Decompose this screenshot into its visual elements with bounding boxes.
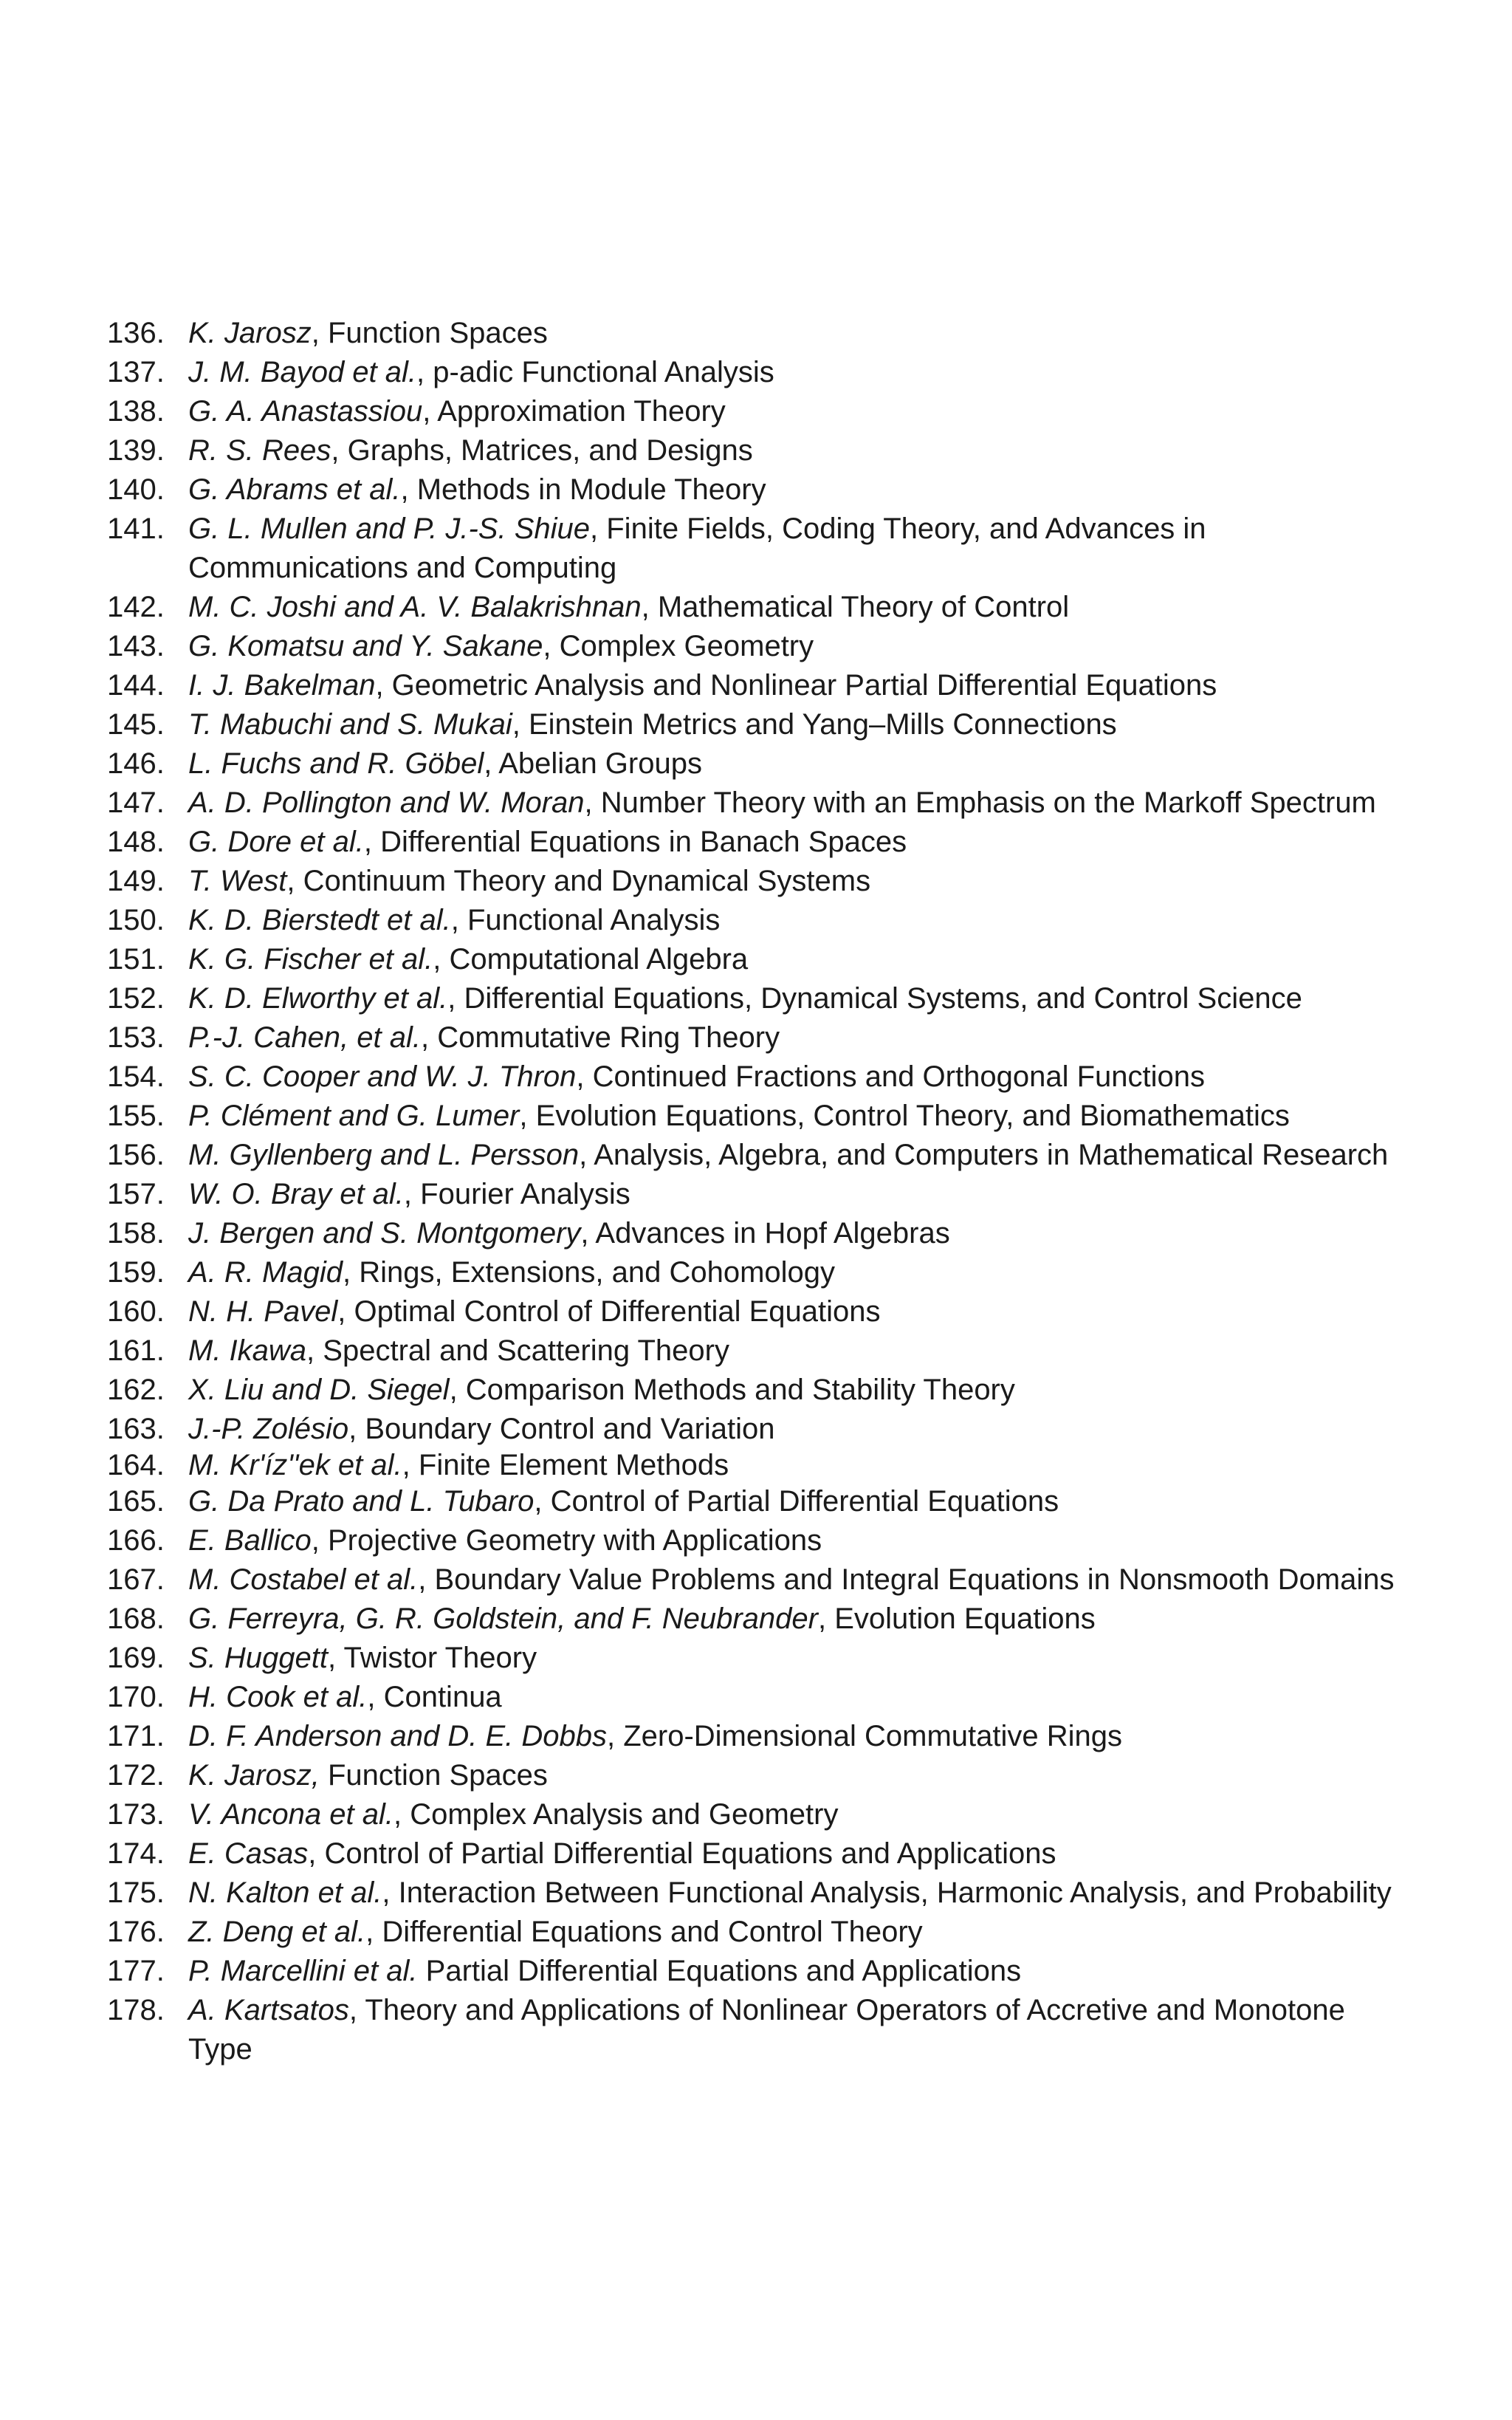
entry-authors: K. Jarosz <box>188 317 312 349</box>
entry-body <box>188 823 1414 862</box>
entry-number: 138. <box>107 395 165 428</box>
list-item <box>107 510 1436 588</box>
entry-body <box>188 1913 1414 1952</box>
entry-body <box>188 979 1414 1018</box>
entry-title: p-adic Functional Analysis <box>433 356 774 388</box>
list-item <box>107 1058 1436 1097</box>
entry-title: Differential Equations in Banach Spaces <box>380 826 907 858</box>
entry-title: Analysis, Algebra, and Computers in Mathematical Research <box>594 1139 1389 1171</box>
list-item <box>107 666 1436 705</box>
entry-authors: Z. Deng et al. <box>188 1916 366 1948</box>
entry-number: 141. <box>107 513 165 545</box>
entry-title: Advances in Hopf Algebras <box>595 1217 950 1250</box>
list-item <box>107 1834 1436 1874</box>
entry-body <box>188 744 1414 784</box>
entry-title: Graphs, Matrices, and Designs <box>347 434 753 467</box>
entry-title: Optimal Control of Differential Equations <box>354 1295 881 1328</box>
entry-body <box>188 627 1414 666</box>
entry-separator: , <box>311 1524 328 1557</box>
entry-separator: , <box>418 1563 435 1596</box>
list-item <box>107 979 1436 1018</box>
entry-number: 172. <box>107 1759 165 1792</box>
list-item <box>107 1913 1436 1952</box>
entry-separator: , <box>348 1994 365 2026</box>
entry-number: 137. <box>107 356 165 388</box>
entry-body <box>188 1756 1414 1795</box>
entry-separator: , <box>402 1449 419 1481</box>
entry-body <box>188 1600 1414 1639</box>
entry-authors: G. Komatsu and Y. Sakane <box>188 630 543 662</box>
entry-separator: , <box>342 1256 360 1289</box>
entry-authors: H. Cook et al. <box>188 1681 368 1713</box>
entry-number: 177. <box>107 1955 165 1987</box>
entry-authors: I. J. Bakelman <box>188 669 376 702</box>
entry-title: Comparison Methods and Stability Theory <box>465 1374 1015 1406</box>
list-item <box>107 1371 1436 1410</box>
entry-authors: J. Bergen and S. Montgomery <box>188 1217 581 1250</box>
entry-separator: , <box>365 1916 382 1948</box>
entry-authors: T. Mabuchi and S. Mukai <box>188 708 512 741</box>
entry-authors: E. Casas <box>188 1837 309 1870</box>
entry-separator: , <box>449 1374 466 1406</box>
list-item <box>107 470 1436 510</box>
entry-separator: , <box>367 1681 384 1713</box>
entry-authors: N. H. Pavel <box>188 1295 338 1328</box>
entry-authors: X. Liu and D. Siegel <box>188 1374 450 1406</box>
entry-authors: G. L. Mullen and P. J.-S. Shiue <box>188 513 591 545</box>
entry-number: 148. <box>107 826 165 858</box>
entry-body <box>188 470 1414 510</box>
entry-separator: , <box>580 1217 596 1250</box>
entry-authors: G. A. Anastassiou <box>188 395 423 428</box>
entry-authors: M. Gyllenberg and L. Persson <box>188 1139 580 1171</box>
entry-separator: , <box>403 1178 421 1210</box>
entry-body <box>188 1292 1414 1331</box>
entry-separator: , <box>421 1021 438 1054</box>
entry-title: Commutative Ring Theory <box>437 1021 780 1054</box>
entry-separator: , <box>400 473 417 506</box>
entry-body <box>188 1678 1414 1717</box>
entry-authors: J. M. Bayod et al. <box>188 356 417 388</box>
entry-number: 176. <box>107 1916 165 1948</box>
entry-number: 149. <box>107 865 165 897</box>
entry-authors: E. Ballico <box>188 1524 312 1557</box>
entry-authors: W. O. Bray et al. <box>188 1178 404 1210</box>
entry-separator: , <box>337 1295 354 1328</box>
entry-separator: , <box>375 669 392 702</box>
entry-number: 169. <box>107 1642 165 1674</box>
list-item <box>107 1639 1436 1678</box>
entry-separator: , <box>543 630 560 662</box>
entry-number: 151. <box>107 943 165 976</box>
entry-number: 166. <box>107 1524 165 1557</box>
list-item <box>107 901 1436 940</box>
entry-body <box>188 314 1414 353</box>
entry-separator: , <box>641 591 658 623</box>
entry-body <box>188 1097 1414 1136</box>
entry-title: Number Theory with an Emphasis on the Markoff Spectrum <box>600 786 1376 819</box>
series-list <box>107 314 1436 2069</box>
entry-authors: G. Da Prato and L. Tubaro <box>188 1485 535 1518</box>
entry-number: 136. <box>107 317 165 349</box>
entry-separator: , <box>606 1720 624 1752</box>
entry-body <box>188 510 1414 588</box>
entry-separator: , <box>416 356 433 388</box>
entry-separator: , <box>382 1876 399 1909</box>
entry-authors: A. R. Magid <box>188 1256 343 1289</box>
list-item <box>107 1018 1436 1058</box>
entry-title: Boundary Value Problems and Integral Equations in Nonsmooth Domains <box>434 1563 1395 1596</box>
entry-number: 147. <box>107 786 165 819</box>
entry-number: 156. <box>107 1139 165 1171</box>
entry-title: Projective Geometry with Applications <box>327 1524 822 1557</box>
entry-body <box>188 1175 1414 1214</box>
entry-separator: , <box>286 865 303 897</box>
entry-body <box>188 1449 1414 1482</box>
entry-body <box>188 588 1414 627</box>
entry-number: 160. <box>107 1295 165 1328</box>
entry-number: 140. <box>107 473 165 506</box>
list-item <box>107 1600 1436 1639</box>
entry-number: 157. <box>107 1178 165 1210</box>
entry-number: 163. <box>107 1413 165 1445</box>
list-item <box>107 1175 1436 1214</box>
entry-separator: , <box>348 1413 365 1445</box>
list-item <box>107 862 1436 901</box>
entry-body <box>188 901 1414 940</box>
list-item <box>107 1410 1436 1449</box>
entry-title: Complex Analysis and Geometry <box>410 1798 839 1831</box>
list-item <box>107 1253 1436 1292</box>
entry-title: Finite Element Methods <box>418 1449 729 1481</box>
entry-authors: K. G. Fischer et al. <box>188 943 433 976</box>
entry-title: Control of Partial Differential Equations and Applications <box>324 1837 1056 1870</box>
entry-number: 153. <box>107 1021 165 1054</box>
entry-number: 161. <box>107 1334 165 1367</box>
entry-title: Zero-Dimensional Commutative Rings <box>623 1720 1122 1752</box>
list-item <box>107 784 1436 823</box>
entry-authors: A. Kartsatos <box>188 1994 349 2026</box>
entry-body <box>188 940 1414 979</box>
list-item <box>107 940 1436 979</box>
entry-body <box>188 1639 1414 1678</box>
entry-title: Theory and Applications of Nonlinear Operators of Accretive and Monotone Type <box>188 1994 1345 2066</box>
entry-title: Differential Equations and Control Theory <box>382 1916 923 1948</box>
entry-separator: , <box>311 317 328 349</box>
entry-separator <box>320 1759 328 1792</box>
entry-number: 165. <box>107 1485 165 1518</box>
entry-authors: T. West <box>188 865 287 897</box>
entry-separator: , <box>393 1798 410 1831</box>
entry-body <box>188 1058 1414 1097</box>
entry-authors: M. C. Joshi and A. V. Balakrishnan <box>188 591 642 623</box>
list-item <box>107 705 1436 744</box>
list-item <box>107 1292 1436 1331</box>
entry-body <box>188 1214 1414 1253</box>
entry-body <box>188 1253 1414 1292</box>
entry-number: 152. <box>107 982 165 1015</box>
entry-number: 173. <box>107 1798 165 1831</box>
entry-number: 164. <box>107 1449 165 1481</box>
entry-title: Continuum Theory and Dynamical Systems <box>303 865 871 897</box>
entry-body <box>188 1410 1414 1449</box>
list-item <box>107 392 1436 431</box>
entry-title: Boundary Control and Variation <box>365 1413 775 1445</box>
list-item <box>107 1795 1436 1834</box>
entry-authors: P.-J. Cahen, et al. <box>188 1021 421 1054</box>
entry-separator: , <box>308 1837 325 1870</box>
entry-number: 170. <box>107 1681 165 1713</box>
entry-body <box>188 1834 1414 1874</box>
entry-body <box>188 1795 1414 1834</box>
entry-separator: , <box>817 1603 835 1635</box>
entry-separator <box>418 1955 426 1987</box>
entry-authors: M. Costabel et al. <box>188 1563 419 1596</box>
list-item <box>107 431 1436 470</box>
entry-number: 155. <box>107 1100 165 1132</box>
entry-authors: A. D. Pollington and W. Moran <box>188 786 585 819</box>
list-item <box>107 744 1436 784</box>
entry-authors: K. D. Bierstedt et al. <box>188 904 451 936</box>
entry-title: Finite Fields, Coding Theory, and Advances in Communications and Computing <box>188 513 1206 584</box>
entry-separator: , <box>433 943 450 976</box>
entry-title: Evolution Equations, Control Theory, and Biomathematics <box>535 1100 1290 1132</box>
entry-body <box>188 784 1414 823</box>
entry-separator: , <box>579 1139 594 1171</box>
entry-number: 167. <box>107 1563 165 1596</box>
entry-body <box>188 353 1414 392</box>
entry-title: Computational Algebra <box>449 943 749 976</box>
entry-body <box>188 1018 1414 1058</box>
entry-title: Partial Differential Equations and Applications <box>425 1955 1022 1987</box>
list-item <box>107 353 1436 392</box>
entry-separator: , <box>328 1642 344 1674</box>
list-item <box>107 1521 1436 1560</box>
entry-body <box>188 1371 1414 1410</box>
entry-title: Functional Analysis <box>467 904 721 936</box>
entry-body <box>188 666 1414 705</box>
list-item <box>107 1331 1436 1371</box>
entry-authors: M. Kr'íz''ek et al. <box>188 1449 402 1481</box>
list-item <box>107 1482 1436 1521</box>
entry-separator: , <box>576 1060 593 1093</box>
entry-number: 143. <box>107 630 165 662</box>
entry-title: Spectral and Scattering Theory <box>323 1334 729 1367</box>
entry-authors: G. Ferreyra, G. R. Goldstein, and F. Neubrander <box>188 1603 818 1635</box>
entry-authors: M. Ikawa <box>188 1334 307 1367</box>
entry-body <box>188 1331 1414 1371</box>
entry-title: Mathematical Theory of Control <box>657 591 1070 623</box>
entry-title: Methods in Module Theory <box>416 473 766 506</box>
entry-separator: , <box>306 1334 323 1367</box>
entry-number: 146. <box>107 747 165 780</box>
entry-number: 154. <box>107 1060 165 1093</box>
entry-separator: , <box>484 747 499 780</box>
list-item <box>107 823 1436 862</box>
entry-authors: L. Fuchs and R. Göbel <box>188 747 484 780</box>
entry-separator: , <box>584 786 601 819</box>
list-item <box>107 1874 1436 1913</box>
entry-number: 158. <box>107 1217 165 1250</box>
entry-body <box>188 1874 1414 1913</box>
entry-authors: R. S. Rees <box>188 434 331 467</box>
entry-authors: S. Huggett <box>188 1642 329 1674</box>
entry-body <box>188 862 1414 901</box>
entry-number: 168. <box>107 1603 165 1635</box>
entry-body <box>188 1991 1414 2069</box>
list-item <box>107 1991 1436 2069</box>
entry-title: Interaction Between Functional Analysis, Harmonic Analysis, and Probability <box>398 1876 1392 1909</box>
entry-separator: , <box>534 1485 551 1518</box>
entry-title: Abelian Groups <box>498 747 702 780</box>
entry-number: 144. <box>107 669 165 702</box>
list-item <box>107 1756 1436 1795</box>
entry-authors: S. C. Cooper and W. J. Thron <box>188 1060 577 1093</box>
entry-number: 162. <box>107 1374 165 1406</box>
entry-title: Function Spaces <box>327 317 548 349</box>
entry-body <box>188 1136 1414 1175</box>
entry-authors: N. Kalton et al. <box>188 1876 382 1909</box>
entry-title: Function Spaces <box>327 1759 548 1792</box>
entry-separator: , <box>450 904 467 936</box>
entry-separator: , <box>422 395 438 428</box>
list-item <box>107 1952 1436 1991</box>
list-item <box>107 627 1436 666</box>
entry-number: 175. <box>107 1876 165 1909</box>
entry-separator: , <box>590 513 607 545</box>
list-item <box>107 1717 1436 1756</box>
entry-authors: P. Marcellini et al. <box>188 1955 418 1987</box>
entry-title: Twistor Theory <box>343 1642 537 1674</box>
entry-separator: , <box>363 826 381 858</box>
entry-body <box>188 1952 1414 1991</box>
entry-body <box>188 1482 1414 1521</box>
entry-number: 174. <box>107 1837 165 1870</box>
entry-separator: , <box>512 708 529 741</box>
entry-title: Rings, Extensions, and Cohomology <box>359 1256 836 1289</box>
entry-body <box>188 1521 1414 1560</box>
entry-authors: G. Abrams et al. <box>188 473 401 506</box>
entry-authors: K. Jarosz, <box>188 1759 320 1792</box>
entry-number: 142. <box>107 591 165 623</box>
entry-number: 159. <box>107 1256 165 1289</box>
entry-title: Differential Equations, Dynamical Systems, and Control Science <box>464 982 1302 1015</box>
entry-title: Einstein Metrics and Yang–Mills Connections <box>528 708 1117 741</box>
entry-number: 145. <box>107 708 165 741</box>
list-item <box>107 1560 1436 1600</box>
entry-number: 178. <box>107 1994 165 2026</box>
list-item <box>107 1136 1436 1175</box>
entry-title: Geometric Analysis and Nonlinear Partial Differential Equations <box>391 669 1217 702</box>
entry-body <box>188 1717 1414 1756</box>
entry-authors: P. Clément and G. Lumer <box>188 1100 520 1132</box>
entry-body <box>188 431 1414 470</box>
entry-title: Fourier Analysis <box>420 1178 630 1210</box>
list-item <box>107 314 1436 353</box>
list-item <box>107 588 1436 627</box>
entry-authors: K. D. Elworthy et al. <box>188 982 448 1015</box>
entry-title: Evolution Equations <box>834 1603 1096 1635</box>
entry-separator: , <box>331 434 348 467</box>
entry-number: 150. <box>107 904 165 936</box>
entry-authors: G. Dore et al. <box>188 826 364 858</box>
entry-body <box>188 1560 1414 1600</box>
entry-number: 171. <box>107 1720 165 1752</box>
entry-body <box>188 392 1414 431</box>
entry-authors: D. F. Anderson and D. E. Dobbs <box>188 1720 607 1752</box>
entry-title: Control of Partial Differential Equations <box>550 1485 1059 1518</box>
entry-title: Continued Fractions and Orthogonal Functions <box>592 1060 1205 1093</box>
entry-separator: , <box>519 1100 536 1132</box>
entry-title: Approximation Theory <box>437 395 726 428</box>
list-item <box>107 1097 1436 1136</box>
entry-title: Complex Geometry <box>559 630 814 662</box>
entry-separator: , <box>447 982 464 1015</box>
list-item <box>107 1214 1436 1253</box>
list-item <box>107 1678 1436 1717</box>
entry-number: 139. <box>107 434 165 467</box>
list-item <box>107 1449 1436 1482</box>
entry-authors: J.-P. Zolésio <box>188 1413 349 1445</box>
entry-authors: V. Ancona et al. <box>188 1798 394 1831</box>
entry-title: Continua <box>383 1681 502 1713</box>
entry-body <box>188 705 1414 744</box>
